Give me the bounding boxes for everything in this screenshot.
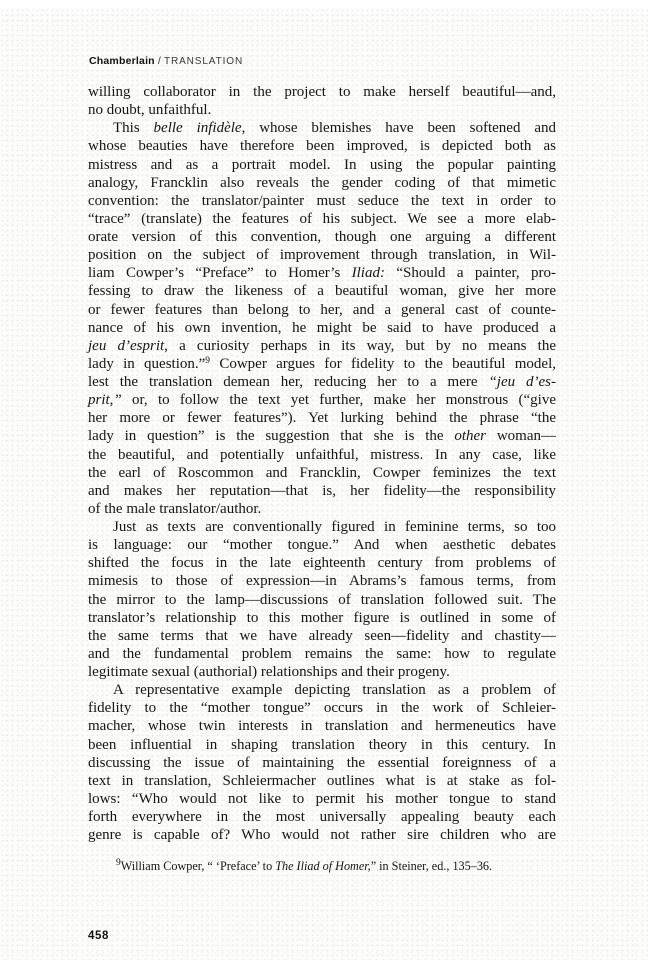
text-line bbox=[88, 174, 556, 192]
text-line bbox=[88, 518, 556, 536]
text-line bbox=[88, 754, 556, 772]
text-segment: whose beauties have therefore been improved, is depicted both as bbox=[88, 138, 556, 155]
text-segment: the mirror to the lamp—discussions of translation followed suit. The bbox=[88, 591, 556, 608]
text-line bbox=[88, 137, 556, 155]
text-line bbox=[88, 319, 556, 337]
running-header bbox=[89, 55, 243, 67]
text-line bbox=[88, 717, 556, 735]
text-segment: of the male translator/author. bbox=[88, 500, 262, 517]
text-segment: forth everywhere in the most universally appealing beauty each bbox=[88, 809, 556, 825]
text-segment: and the fundamental problem remains the same: how to regulate bbox=[88, 645, 556, 662]
text-segment: no doubt, unfaithful. bbox=[88, 102, 212, 119]
text-line bbox=[88, 500, 556, 518]
text-segment: lows: “Who would not like to permit his mother tongue to stand bbox=[88, 790, 556, 807]
text-line bbox=[88, 192, 556, 210]
text-line bbox=[88, 282, 556, 300]
text-line bbox=[88, 772, 556, 790]
text-line bbox=[88, 645, 556, 663]
text-segment: discussing the issue of maintaining the essential foreignness of a bbox=[88, 754, 556, 771]
text-line bbox=[88, 119, 556, 137]
text-segment: “Should a painter, pro- bbox=[384, 265, 556, 282]
text-line bbox=[88, 663, 556, 681]
footnote-marker: 9 bbox=[116, 858, 121, 868]
text-segment: nance of his own invention, he might be said to have produced a bbox=[88, 319, 556, 336]
text-line bbox=[88, 808, 556, 826]
text-segment: willing collaborator in the project to make herself beautiful—and, bbox=[88, 84, 556, 100]
text-line bbox=[88, 572, 556, 590]
text-line bbox=[88, 609, 556, 627]
text-segment: , a curiosity perhaps in its way, but by no means the bbox=[164, 337, 557, 354]
text-line bbox=[88, 482, 556, 500]
text-segment: or fewer features than belong to her, and a general cast of counte- bbox=[88, 301, 556, 318]
text-line bbox=[88, 301, 556, 319]
text-segment: ” in Steiner, ed., 135–36. bbox=[370, 859, 493, 873]
text-segment: analogy, Francklin also reveals the gender coding of that mimetic bbox=[88, 174, 556, 191]
text-segment: been influential in shaping translation theory in this century. In bbox=[88, 736, 556, 753]
text-line bbox=[88, 627, 556, 645]
text-line bbox=[88, 83, 556, 101]
text-line bbox=[88, 446, 556, 464]
text-line bbox=[88, 681, 556, 699]
text-segment: legitimate sexual (authorial) relationships and their progeny. bbox=[88, 664, 450, 680]
text-segment: other bbox=[454, 428, 487, 445]
text-segment: lady in question.” bbox=[88, 355, 206, 372]
page-number: 458 bbox=[88, 930, 109, 942]
text-line bbox=[88, 554, 556, 572]
text-line bbox=[88, 210, 556, 228]
text-segment: the same terms that we have already seen—fidelity and chastity— bbox=[88, 627, 556, 644]
text-segment: lest the translation demean her, reducing her to a mere bbox=[88, 374, 489, 390]
header-work-title: TRANSLATION bbox=[163, 56, 244, 67]
text-segment: Just as texts are conventionally figured in feminine terms, so too bbox=[113, 519, 556, 535]
footnote bbox=[88, 858, 562, 874]
text-segment: prit,” bbox=[88, 392, 122, 409]
text-segment: jeu d’esprit bbox=[88, 337, 165, 354]
text-segment: lady in question” is the suggestion that she is the bbox=[88, 428, 455, 445]
text-line bbox=[88, 246, 556, 264]
text-segment: the earl of Roscommon and Francklin, Cowper feminizes the text bbox=[88, 464, 556, 481]
text-segment: , whose blemishes have been softened and bbox=[241, 120, 556, 137]
text-segment: genre is capable of? Who would not rather sire children who are bbox=[88, 827, 556, 844]
text-segment: Cowper argues for fidelity to the beautiful model, bbox=[210, 355, 557, 372]
text-segment: liam Cowper’s “Preface” to Homer’s bbox=[88, 265, 352, 282]
text-line bbox=[88, 427, 556, 445]
text-line bbox=[88, 156, 556, 174]
text-line bbox=[88, 736, 556, 754]
text-line bbox=[88, 790, 556, 808]
text-segment: belle infidèle bbox=[153, 120, 242, 137]
text-segment: orate version of this convention, though one arguing a different bbox=[88, 229, 556, 245]
text-segment: William Cowper, “ ‘Preface’ to bbox=[120, 859, 276, 873]
footnote-marker: 9 bbox=[205, 355, 211, 366]
text-segment: the beautiful, and potentially unfaithful, mistress. In any case, like bbox=[88, 446, 556, 463]
text-segment: or, to follow the text yet further, make her monstrous (“give bbox=[121, 392, 556, 409]
text-segment: fessing to draw the likeness of a beautiful woman, give her more bbox=[88, 283, 556, 300]
text-segment: and makes her reputation—that is, her fidelity—the responsibility bbox=[88, 482, 556, 499]
text-line bbox=[88, 591, 556, 609]
text-line bbox=[88, 337, 556, 355]
text-segment: her more or fewer features”). Yet lurking behind the phrase “the bbox=[88, 410, 556, 427]
text-line bbox=[88, 373, 556, 391]
text-segment: mimesis to those of expression—in Abrams’s famous terms, from bbox=[88, 573, 556, 590]
text-segment: translator’s relationship to this mother figure is outlined in some of bbox=[88, 609, 556, 626]
text-segment: “trace” (translate) the features of his subject. We see a more elab- bbox=[88, 210, 556, 227]
text-line bbox=[88, 464, 556, 482]
body-text bbox=[88, 83, 556, 844]
text-segment: shifted the focus in the late eighteenth century from problems of bbox=[88, 555, 556, 572]
text-line bbox=[88, 391, 556, 409]
text-line bbox=[88, 409, 556, 427]
text-line bbox=[88, 355, 556, 373]
text-segment: is language: our “mother tongue.” And when aesthetic debates bbox=[88, 537, 556, 554]
text-line bbox=[88, 228, 556, 246]
text-segment: This bbox=[113, 120, 154, 137]
text-segment: The Iliad of Homer, bbox=[275, 859, 371, 873]
header-author: Chamberlain bbox=[89, 55, 155, 67]
text-segment: mistress and as a portrait model. In using the popular painting bbox=[88, 156, 556, 173]
text-line bbox=[88, 536, 556, 554]
text-line bbox=[88, 699, 556, 717]
text-segment: fidelity to the “mother tongue” occurs in the work of Schleier- bbox=[88, 700, 556, 717]
text-segment: position on the subject of improvement through translation, in Wil- bbox=[88, 247, 556, 264]
text-segment: macher, whose twin interests in translation and hermeneutics have bbox=[88, 718, 556, 735]
header-separator: / bbox=[157, 55, 161, 67]
text-line bbox=[88, 101, 556, 119]
text-line bbox=[88, 264, 556, 282]
text-segment: A representative example depicting translation as a problem of bbox=[113, 682, 556, 699]
text-segment: convention: the translator/painter must seduce the text in order to bbox=[88, 192, 556, 209]
text-segment: Iliad: bbox=[351, 265, 385, 282]
text-segment: woman— bbox=[486, 428, 556, 445]
text-segment: “jeu d’es- bbox=[488, 374, 556, 390]
text-line bbox=[88, 826, 556, 844]
text-segment: text in translation, Schleiermacher outlines what is at stake as fol- bbox=[88, 772, 556, 789]
